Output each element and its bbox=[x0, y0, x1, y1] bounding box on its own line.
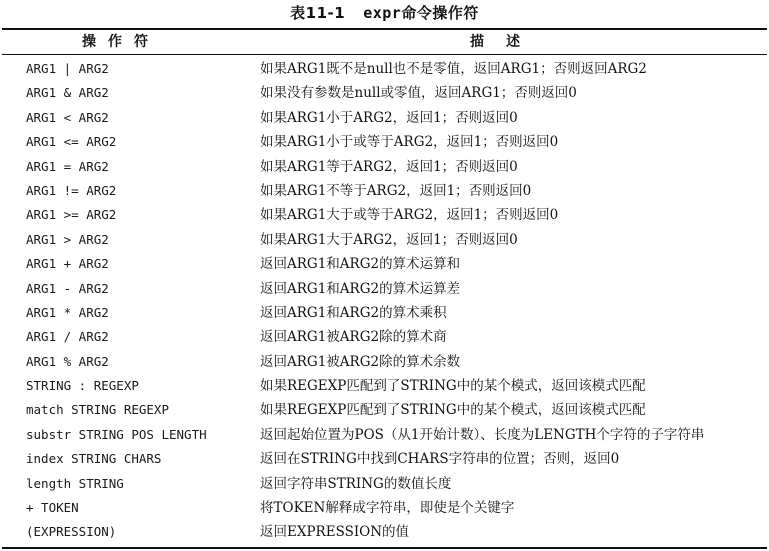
header-rule bbox=[2, 54, 767, 55]
description-cell: 将TOKEN解释成字符串，即使是个关键字 bbox=[260, 500, 515, 517]
table-row bbox=[0, 252, 769, 276]
operator-cell: substr STRING POS LENGTH bbox=[26, 426, 207, 442]
operator-cell: ARG1 > ARG2 bbox=[26, 231, 109, 247]
operator-cell: length STRING bbox=[26, 475, 124, 491]
table-row bbox=[0, 350, 769, 374]
operator-cell: ARG1 | ARG2 bbox=[26, 61, 109, 76]
description-cell: 返回在STRING中找到CHARS字符串的位置；否则，返回0 bbox=[260, 451, 620, 468]
operator-cell: + TOKEN bbox=[26, 500, 79, 516]
description-cell: 返回ARG1和ARG2的算术运算和 bbox=[260, 256, 461, 273]
description-cell: 返回ARG1和ARG2的算术乘积 bbox=[260, 304, 447, 321]
caption-number: 表11-1 bbox=[290, 4, 346, 22]
table-row bbox=[0, 520, 769, 544]
description-cell: 如果ARG1大于ARG2，返回1；否则返回0 bbox=[260, 231, 518, 248]
description-cell: 如果REGEXP匹配到了STRING中的某个模式，返回该模式匹配 bbox=[260, 378, 646, 395]
operator-cell: (EXPRESSION) bbox=[26, 524, 117, 540]
table-row bbox=[0, 447, 769, 471]
table-row bbox=[0, 472, 769, 496]
description-cell: 返回EXPRESSION的值 bbox=[260, 524, 410, 541]
table-row bbox=[0, 106, 769, 130]
operator-cell: ARG1 != ARG2 bbox=[26, 182, 117, 198]
operator-cell: ARG1 % ARG2 bbox=[26, 353, 109, 369]
description-cell: 如果ARG1既不是null也不是零值，返回ARG1；否则返回ARG2 bbox=[260, 61, 647, 77]
table-row bbox=[0, 203, 769, 227]
description-cell: 如果ARG1大于或等于ARG2，返回1；否则返回0 bbox=[260, 207, 559, 224]
table-row bbox=[0, 325, 769, 349]
description-cell: 如果ARG1不等于ARG2，返回1；否则返回0 bbox=[260, 182, 532, 199]
description-cell: 如果ARG1小于或等于ARG2，返回1；否则返回0 bbox=[260, 134, 559, 151]
table-row bbox=[0, 81, 769, 105]
description-cell: 返回起始位置为POS（从1开始计数）、长度为LENGTH个字符的子字符串 bbox=[260, 426, 705, 443]
table-row bbox=[0, 228, 769, 252]
operator-cell: ARG1 - ARG2 bbox=[26, 280, 109, 296]
table-row bbox=[0, 179, 769, 203]
description-cell: 如果没有参数是null或零值，返回ARG1；否则返回0 bbox=[260, 85, 577, 102]
table-row bbox=[0, 130, 769, 154]
operator-cell: ARG1 < ARG2 bbox=[26, 109, 109, 125]
operator-cell: index STRING CHARS bbox=[26, 451, 162, 467]
description-cell: 如果ARG1等于ARG2，返回1；否则返回0 bbox=[260, 158, 518, 175]
operator-cell: STRING : REGEXP bbox=[26, 378, 139, 394]
description-cell: 返回ARG1和ARG2的算术运算差 bbox=[260, 280, 461, 297]
operator-cell: match STRING REGEXP bbox=[26, 402, 169, 418]
operator-cell: ARG1 = ARG2 bbox=[26, 158, 109, 174]
table-row bbox=[0, 277, 769, 301]
operator-cell: ARG1 <= ARG2 bbox=[26, 134, 117, 150]
description-cell: 如果REGEXP匹配到了STRING中的某个模式，返回该模式匹配 bbox=[260, 402, 646, 419]
description-cell: 如果ARG1小于ARG2，返回1；否则返回0 bbox=[260, 109, 518, 126]
operator-cell: ARG1 + ARG2 bbox=[26, 256, 109, 272]
table-bottom-rule bbox=[2, 547, 767, 549]
operator-cell: ARG1 / ARG2 bbox=[26, 329, 109, 345]
table-row bbox=[0, 398, 769, 422]
description-cell: 返回字符串STRING的数值长度 bbox=[260, 475, 452, 492]
table-row bbox=[0, 423, 769, 447]
table-row bbox=[0, 57, 769, 81]
operator-cell: ARG1 * ARG2 bbox=[26, 304, 109, 320]
table-row bbox=[0, 301, 769, 325]
table-top-rule bbox=[2, 28, 767, 30]
description-cell: 返回ARG1被ARG2除的算术商 bbox=[260, 329, 447, 346]
table-row bbox=[0, 496, 769, 520]
caption-title: 命令操作符 bbox=[401, 4, 479, 22]
header-description: 描述 bbox=[470, 34, 542, 50]
header-operator: 操作符 bbox=[82, 34, 160, 50]
operator-cell: ARG1 >= ARG2 bbox=[26, 207, 117, 223]
caption-command: expr bbox=[363, 4, 402, 22]
table-body bbox=[0, 57, 769, 545]
table-row bbox=[0, 374, 769, 398]
table-caption bbox=[0, 4, 769, 22]
table-row bbox=[0, 155, 769, 179]
description-cell: 返回ARG1被ARG2除的算术余数 bbox=[260, 353, 461, 370]
operator-cell: ARG1 & ARG2 bbox=[26, 85, 109, 101]
